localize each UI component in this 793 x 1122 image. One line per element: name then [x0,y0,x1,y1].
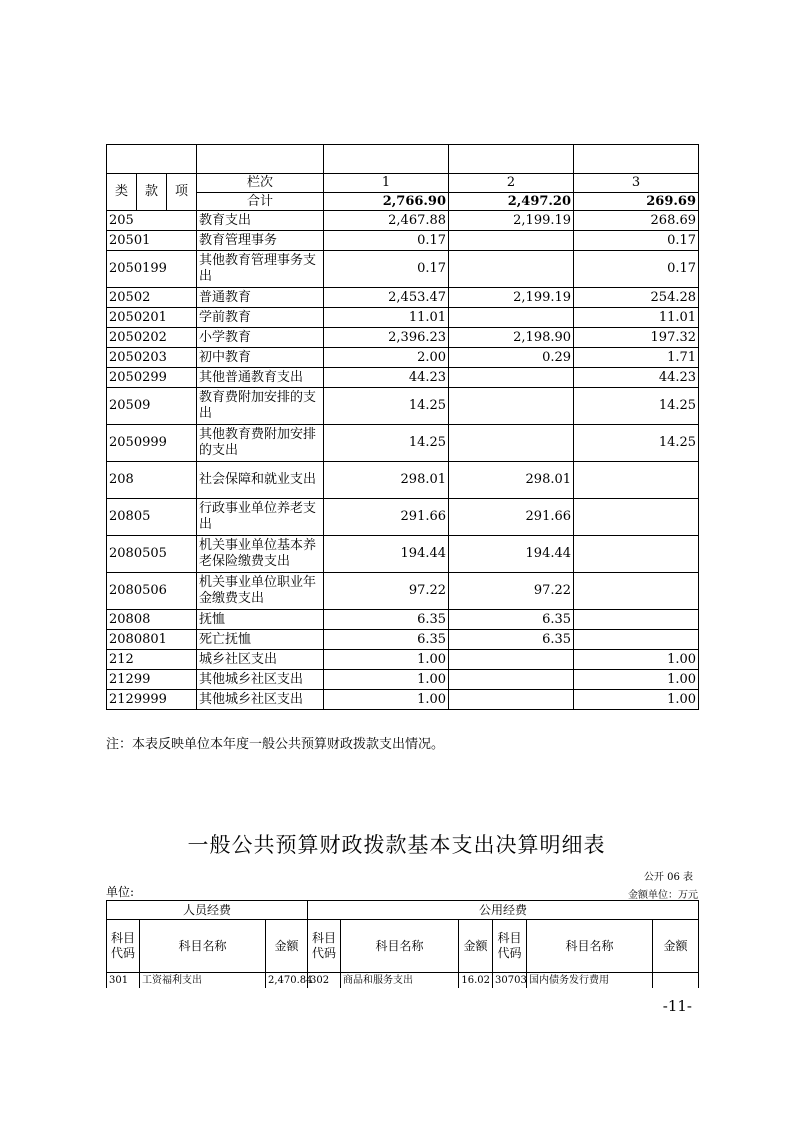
row-name-1: 工资福利支出 [140,973,266,989]
table-row [107,650,699,670]
row-code: 2080801 [107,630,197,650]
row-value-3: 14.25 [574,388,699,425]
row-name: 机关事业单位职业年金缴费支出 [197,573,324,610]
row-value-3 [574,536,699,573]
group-personnel: 人员经费 [107,901,308,920]
row-code-2: 302 [308,973,341,989]
row-value-1: 0.17 [324,231,449,251]
table-note: 注：本表反映单位本年度一般公共预算财政拨款支出情况。 [106,737,445,752]
row-value-1: 291.66 [324,499,449,536]
table-row [107,536,699,573]
group-public: 公用经费 [308,901,699,920]
row-code: 2050299 [107,368,197,388]
row-name-3: 国内债务发行费用 [527,973,653,989]
row-name: 城乡社区支出 [197,650,324,670]
row-value-1: 2,396.23 [324,328,449,348]
row-value-3: 14.25 [574,425,699,462]
table-row [107,973,699,989]
col-code-1: 科目代码 [107,920,140,973]
row-name: 其他教育管理事务支出 [197,251,324,288]
row-name: 机关事业单位基本养老保险缴费支出 [197,536,324,573]
row-value-2: 298.01 [449,462,574,499]
col-code-2: 科目代码 [308,920,341,973]
row-value-3: 1.00 [574,650,699,670]
row-value-1: 2.00 [324,348,449,368]
row-value-1: 298.01 [324,462,449,499]
row-value-3: 268.69 [574,211,699,231]
header-lanci: 栏次 [197,174,324,193]
row-name: 教育费附加安排的支出 [197,388,324,425]
row-value-1: 11.01 [324,308,449,328]
total-label: 合计 [197,193,324,211]
row-value-1: 0.17 [324,251,449,288]
row-value-1: 1.00 [324,690,449,710]
column-header-row [107,920,699,973]
row-name: 教育支出 [197,211,324,231]
table-row [107,425,699,462]
row-name: 学前教育 [197,308,324,328]
row-value-3 [574,610,699,630]
row-value-3: 197.32 [574,328,699,348]
header-spacer-row [107,145,699,174]
table-row [107,670,699,690]
row-code: 20502 [107,288,197,308]
total-value-3: 269.69 [574,193,699,211]
row-code: 20808 [107,610,197,630]
row-value-1: 97.22 [324,573,449,610]
row-value-2 [449,425,574,462]
row-code: 20501 [107,231,197,251]
row-value-1: 194.44 [324,536,449,573]
expenditure-table [106,144,699,710]
row-value-2: 2,199.19 [449,211,574,231]
total-value-2: 2,497.20 [449,193,574,211]
row-value-3 [574,462,699,499]
col-code-3: 科目代码 [493,920,527,973]
row-amount-2: 16.02 [459,973,493,989]
table-row [107,462,699,499]
row-code: 2129999 [107,690,197,710]
row-value-1: 6.35 [324,630,449,650]
row-value-2 [449,650,574,670]
header-lei: 类 [107,174,137,211]
table-row [107,211,699,231]
row-value-3: 0.17 [574,251,699,288]
row-value-3: 0.17 [574,231,699,251]
row-value-2: 291.66 [449,499,574,536]
row-value-1: 2,467.88 [324,211,449,231]
row-value-2 [449,690,574,710]
row-value-3 [574,630,699,650]
row-name: 其他教育费附加安排的支出 [197,425,324,462]
row-value-2: 2,199.19 [449,288,574,308]
row-value-1: 1.00 [324,670,449,690]
row-value-2 [449,670,574,690]
col-amount-1: 金额 [266,920,308,973]
table-row [107,308,699,328]
row-name: 行政事业单位养老支出 [197,499,324,536]
header-xiang: 项 [167,174,197,211]
table-row [107,231,699,251]
table-row [107,251,699,288]
row-name: 其他城乡社区支出 [197,670,324,690]
row-name: 其他城乡社区支出 [197,690,324,710]
row-name: 抚恤 [197,610,324,630]
row-value-2: 194.44 [449,536,574,573]
row-code: 21299 [107,670,197,690]
row-name: 小学教育 [197,328,324,348]
row-value-3: 1.00 [574,670,699,690]
row-value-2 [449,308,574,328]
row-value-3: 1.71 [574,348,699,368]
header-col-1: 1 [324,174,449,193]
section-title: 一般公共预算财政拨款基本支出决算明细表 [187,833,606,857]
group-header-row [107,901,699,920]
row-code-1: 301 [107,973,140,989]
row-code: 20805 [107,499,197,536]
row-amount-3 [653,973,699,989]
header-col-2: 2 [449,174,574,193]
row-code: 2050202 [107,328,197,348]
table-row [107,573,699,610]
row-value-3: 254.28 [574,288,699,308]
row-value-1: 44.23 [324,368,449,388]
row-name: 死亡抚恤 [197,630,324,650]
money-unit: 金额单位：万元 [628,890,698,901]
row-value-3: 44.23 [574,368,699,388]
total-value-1: 2,766.90 [324,193,449,211]
row-code: 205 [107,211,197,231]
header-column-row [107,174,699,193]
unit-label: 单位: [106,885,135,899]
row-value-2: 0.29 [449,348,574,368]
table-row [107,499,699,536]
row-value-2 [449,251,574,288]
table-row [107,328,699,348]
row-name: 普通教育 [197,288,324,308]
table-row [107,288,699,308]
col-name-2: 科目名称 [341,920,459,973]
table-row [107,630,699,650]
col-amount-3: 金额 [653,920,699,973]
header-col-3: 3 [574,174,699,193]
row-value-3: 1.00 [574,690,699,710]
row-value-2: 97.22 [449,573,574,610]
page-number: -11- [662,997,692,1015]
row-code: 2080505 [107,536,197,573]
row-value-2: 2,198.90 [449,328,574,348]
row-value-3: 11.01 [574,308,699,328]
row-code: 20509 [107,388,197,425]
row-code: 212 [107,650,197,670]
col-amount-2: 金额 [459,920,493,973]
row-code: 208 [107,462,197,499]
row-code-3: 30703 [493,973,527,989]
row-name: 其他普通教育支出 [197,368,324,388]
row-value-1: 2,453.47 [324,288,449,308]
row-value-1: 6.35 [324,610,449,630]
row-value-2 [449,388,574,425]
table-row [107,690,699,710]
header-kuan: 款 [137,174,167,211]
row-value-1: 1.00 [324,650,449,670]
row-value-1: 14.25 [324,425,449,462]
row-code: 2050201 [107,308,197,328]
row-value-2: 6.35 [449,610,574,630]
table-row [107,610,699,630]
row-name: 社会保障和就业支出 [197,462,324,499]
table-row [107,348,699,368]
table-row [107,368,699,388]
row-amount-1: 2,470.84 [266,973,308,989]
row-value-2: 6.35 [449,630,574,650]
row-name-2: 商品和服务支出 [341,973,459,989]
row-value-1: 14.25 [324,388,449,425]
row-code: 2050203 [107,348,197,368]
row-value-3 [574,499,699,536]
row-code: 2080506 [107,573,197,610]
basic-expenditure-table [106,900,699,988]
row-name: 初中教育 [197,348,324,368]
table-row [107,388,699,425]
col-name-3: 科目名称 [527,920,653,973]
form-code: 公开 06 表 [643,872,693,883]
row-code: 2050199 [107,251,197,288]
row-value-2 [449,231,574,251]
row-value-3 [574,573,699,610]
row-value-2 [449,368,574,388]
col-name-1: 科目名称 [140,920,266,973]
row-code: 2050999 [107,425,197,462]
row-name: 教育管理事务 [197,231,324,251]
